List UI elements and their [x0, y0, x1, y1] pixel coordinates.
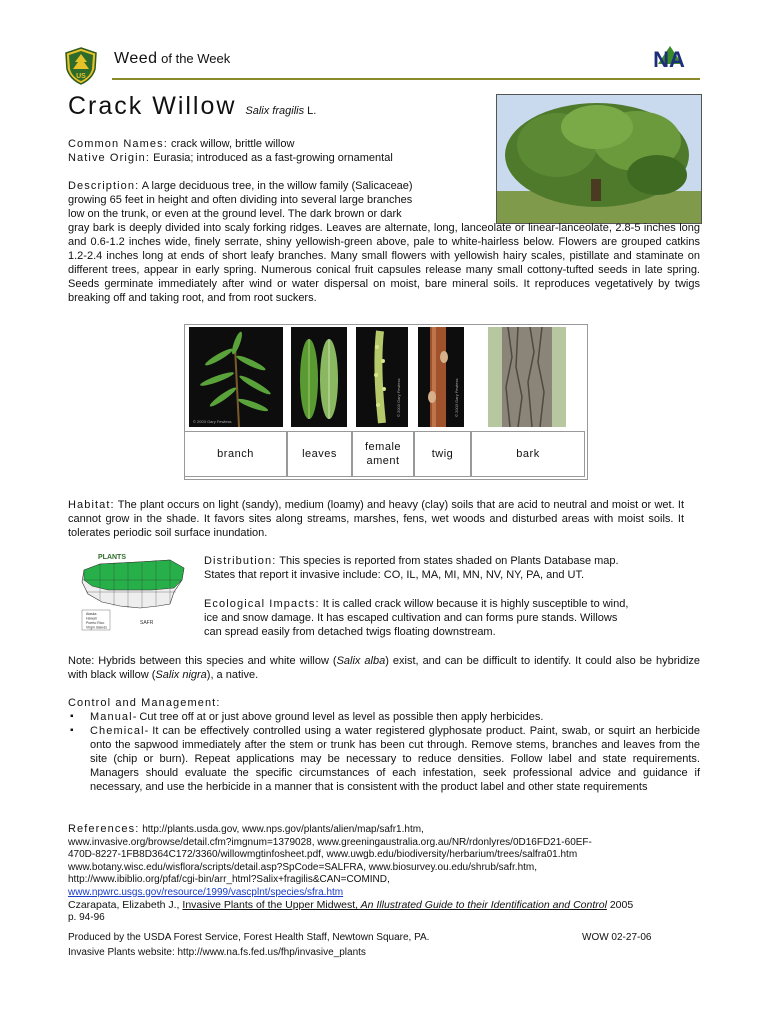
svg-text:Virgin Islands: Virgin Islands: [86, 625, 107, 630]
distribution-line1: This species is reported from states shaded on Plants Database map.: [276, 555, 619, 567]
leaves-photo: [291, 327, 347, 427]
note-part2: ) exist, and can be difficult to identify. It could also be hybridize with black willow (: [68, 655, 701, 681]
ecological-impacts: [204, 597, 704, 639]
description-line1: A large deciduous tree, in the willow family (Salicaceae): [139, 180, 413, 192]
description-line3: low on the trunk, or even at the ground level. The dark brown or dark: [68, 208, 402, 220]
control-manual-item: [68, 710, 700, 724]
footer-produced-by: Produced by the USDA Forest Service, Forest Health Staff, Newtown Square, PA.: [68, 932, 430, 943]
control-heading: [68, 696, 221, 710]
control-list: [68, 710, 700, 794]
description-line2: growing 65 feet in height and often dividing into several large branches: [68, 194, 413, 206]
distribution-map: [78, 550, 192, 634]
references-npwrc-link[interactable]: www.npwrc.usgs.gov/resource/1999/vascplnt/species/sfra.htm: [68, 886, 344, 898]
habitat-label: Habitat:: [68, 499, 115, 511]
native-origin-value: Eurasia; introduced as a fast-growing ornamental: [150, 152, 393, 164]
scientific-name: Salix fragilis: [245, 105, 305, 117]
ecological-line1: It is called crack willow because it is highly susceptible to wind,: [319, 598, 629, 610]
svg-text:Hawaii: Hawaii: [86, 616, 97, 621]
native-origin-label: Native Origin:: [68, 152, 151, 164]
header-title-weed: Weed: [114, 50, 158, 67]
bark-photo: [488, 327, 566, 427]
svg-text:US: US: [76, 73, 86, 80]
native-origin: [68, 151, 488, 165]
czarapata-year: 2005: [606, 899, 634, 911]
caption-twig: twig: [414, 431, 471, 477]
caption-bark: bark: [471, 431, 585, 477]
footer-wow-date: WOW 02-27-06: [582, 932, 652, 943]
na-agency-logo: [642, 44, 698, 74]
czarapata-book: Invasive Plants of the Upper Midwest,: [182, 899, 359, 911]
habitat-text: The plant occurs on light (sandy), medium (loamy) and heavy (clay) soils that are acid to neutral and moist or wet. It cannot grow in the shade. It favors sites along streams, marshes, fens, wet woods and disturbed areas with moist soils. It tolerates periodic soil surface inundation.: [68, 499, 684, 539]
manual-label: Manual: [90, 711, 133, 723]
chemical-label: Chemical: [90, 725, 145, 737]
references-line1: http://plants.usda.gov, www.nps.gov/plants/alien/map/safr1.htm,: [139, 824, 424, 835]
svg-text:© 2003 Gary Fewless: © 2003 Gary Fewless: [396, 378, 401, 417]
control-chemical-item: [68, 724, 700, 794]
references: [68, 823, 708, 924]
common-name-title: Crack Willow: [68, 92, 237, 120]
references-line2: www.invasive.org/browse/detail.cfm?imgnum=1379028, www.greeningaustralia.org.au/NR/rdonlyres/0D16FD21-60EF-: [68, 836, 592, 848]
common-names-value: crack willow, brittle willow: [167, 138, 295, 150]
chemical-text: - It can be effectively controlled using a water registered glyphosate product. Paint, swab, or squirt an herbicide onto the sapwood immediately after the stem or trunk has been cut through. Remove stems, branches and leaves from the site (chip or burn). Repeat applications may be necessary to reduce densities. Follow label and state requirements. Managers should evaluate the specific circumstances of each infestation, seek professional advice and guidance if necessary, and use the herbicide in a manner that is consistent with the product label and other state requirements: [90, 725, 700, 793]
distribution-line2: States that report it invasive include: CO, IL, MA, MI, MN, NV, NY, PA, and UT.: [204, 569, 585, 581]
note-salix-alba: Salix alba: [336, 655, 386, 667]
svg-text:NA: NA: [653, 47, 685, 72]
crack-willow-tree-photo: [496, 94, 702, 224]
svg-text:PLANTS: PLANTS: [98, 554, 126, 561]
footer-website: Invasive Plants website: http://www.na.fs.fed.us/fhp/invasive_plants: [68, 947, 366, 958]
distribution-label: Distribution:: [204, 555, 277, 567]
czarapata-author: Czarapata, Elizabeth J.,: [68, 899, 183, 911]
ecological-line3: can spread easily from detached twigs floating downstream.: [204, 626, 496, 638]
references-label: References:: [68, 823, 140, 835]
ecological-line2: ice and snow damage. It has escaped cultivation and can forms pure stands. Willows: [204, 612, 618, 624]
ecological-label: Ecological Impacts:: [204, 598, 320, 610]
common-names: [68, 137, 488, 151]
caption-female-ament-text: female ament: [364, 441, 402, 467]
svg-text:Alaska: Alaska: [86, 612, 97, 616]
header-divider: [112, 78, 700, 80]
note-part1: Note: Hybrids between this species and white willow (: [68, 655, 337, 667]
forest-service-shield-logo: [64, 47, 98, 85]
control-label: Control and Management:: [68, 697, 221, 709]
czarapata-subtitle: An Illustrated Guide to their Identification and Control: [358, 899, 607, 911]
header-title: [114, 50, 230, 68]
czarapata-pages: p. 94-96: [68, 911, 105, 923]
page-title: [68, 92, 316, 121]
common-names-label: Common Names:: [68, 138, 168, 150]
caption-branch: branch: [184, 431, 287, 477]
svg-text:© 2003 Gary Fewless: © 2003 Gary Fewless: [193, 419, 232, 424]
author-abbrev: L.: [304, 105, 317, 117]
note-part3: ), a native.: [206, 669, 259, 681]
female-ament-photo: [356, 327, 408, 427]
description-body: gray bark is deeply divided into scaly forking ridges. Leaves are alternate, long, lanceolate or linear-lanceolate, 2.8-5 inches long and 0.6-1.2 inches wide, finely serrate, shiny yellowish-green above, pale to white-hairless below. Flowers are grouped catkins 1.2-2.4 inches long at ends of short leafy branches. Many small flowers with yellowish hairy scales, pistillate and staminate on different trees, appear in early spring. Numerous conical fruit capsules release many small cottony-tufted seeds in late spring. Seeds germinate immediately after wind or water dispersal on moist, bare mineral soils. It reproduces vegetatively by twigs breaking off and taking root, and from root suckers.: [68, 222, 700, 304]
hybrid-note: [68, 654, 700, 682]
header-title-rest: of the Week: [157, 51, 231, 66]
twig-photo: [418, 327, 464, 427]
habitat: [68, 498, 684, 540]
description-label: Description:: [68, 180, 140, 192]
manual-text: - Cut tree off at or just above ground level as level as possible then apply herbicides.: [132, 711, 544, 723]
branch-photo: [189, 327, 283, 427]
distribution: [204, 554, 704, 582]
references-line5: http://www.ibiblio.org/pfaf/cgi-bin/arr_html?Salix+fragilis&CAN=COMIND,: [68, 874, 390, 885]
svg-text:© 2003 Gary Fewless: © 2003 Gary Fewless: [454, 378, 459, 417]
caption-leaves: leaves: [287, 431, 352, 477]
caption-female-ament: [352, 431, 414, 477]
references-line4: www.botany.wisc.edu/wisflora/scripts/detail.asp?SpCode=SALFRA, www.biosurvey.ou.edu/shrub/safr.htm,: [68, 861, 538, 873]
svg-text:SAFR: SAFR: [140, 620, 154, 626]
svg-text:Puerto Rico: Puerto Rico: [86, 621, 105, 625]
description-lead: [68, 179, 484, 221]
references-line3: 470D-8227-1FB8D364C172/3360/willowmgtinfosheet.pdf, www.uwgb.edu/biodiversity/herbarium/trees/salfra01.htm: [68, 849, 578, 860]
note-salix-nigra: Salix nigra: [155, 669, 207, 681]
